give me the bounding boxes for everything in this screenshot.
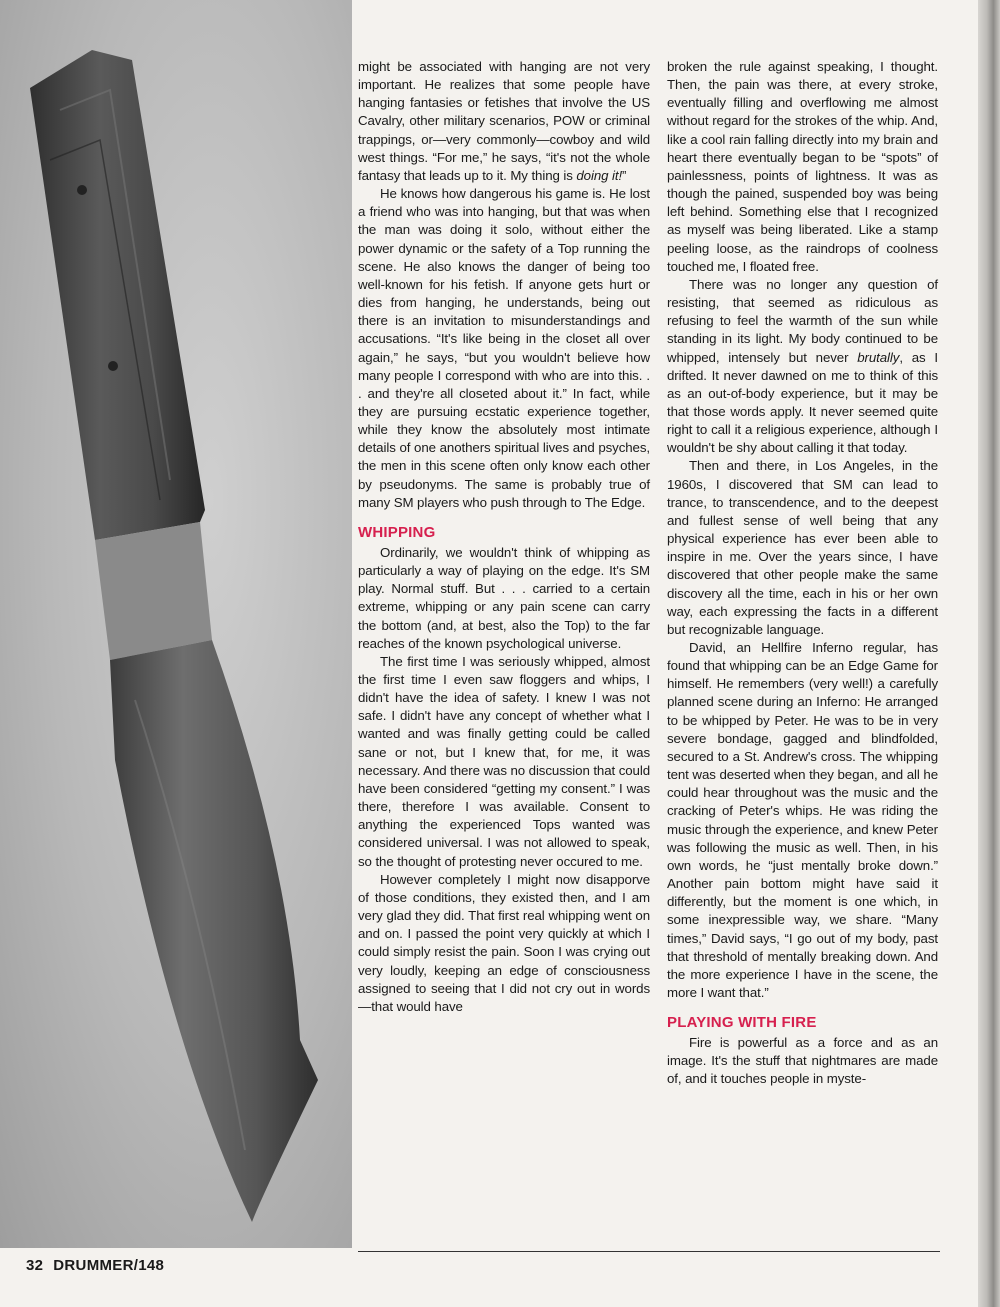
emphasis: brutally	[857, 349, 900, 365]
page-number: 32	[26, 1257, 44, 1274]
knife-handle	[30, 50, 205, 540]
paragraph: Then and there, in Los Angeles, in the 1960s, I discovered that SM can lead to trance, to transcendence, and to the deepest and fullest sense of well being that any physical experience has ever been able to inspire in me. Over the years since, I have discovered that other people make the same discovery all the time, each in his or her own way, each expressing the facts in a different but recognizable language.	[667, 458, 938, 637]
rivet-icon	[77, 185, 87, 195]
paragraph: However completely I might now disapporve of those conditions, they existed then, and I am very glad they did. That first real whipping went on and on. I passed the point very quickly at which I could simply resist the pain. Soon I was crying out very loudly, keeping an edge of consciousness assigned to seeing that I did not cry out in words—that would have	[358, 871, 650, 1014]
text: , as I drifted. It never dawned on me to think of this as an out-of-body experience, but it may be that those words apply. It never seemed quite right to call it a religious experience, although I wouldn't be shy about calling it that today.	[667, 349, 938, 456]
text: ”	[622, 167, 627, 183]
rivet-icon	[108, 361, 118, 371]
paragraph	[667, 276, 938, 458]
paragraph: Ordinarily, we wouldn't think of whipping as particularly a way of playing on the edge. It's SM play. Normal stuff. But . . . carried to a certain extreme, whipping or any pain scene can carry the bottom (and, at best, also the Top) to the far reaches of the known psychological universe.	[358, 544, 650, 651]
page-edge	[978, 0, 1000, 1307]
paragraph: The first time I was seriously whipped, almost the first time I even saw floggers and whips, I didn't have the idea of safety. I knew I was not safe. I didn't have any concept of whether what I wanted and was finally getting could be called sane or not, but I knew that, for me, it was necessary. And there was no discussion that could have been considered “getting my consent.” I was there, therefore I was available. Consent to anything the experienced Tops wanted was considered universal. I was not allowed to speak, so the thought of protesting never occured to me.	[358, 653, 650, 869]
paragraph: He knows how dangerous his game is. He lost a friend who was into hanging, but that was when the man was doing it solo, without either the power dynamic or the safety of a Top running the scene. He also knows the danger of being too well-known for his fetish. If anyone gets hurt or dies from hanging, he understands, being out there is an invitation to misunderstandings and accusations. “It's like being in the closet all over again,” he says, “but you wouldn't believe how many people I correspond with who are into this. . . and they're all closeted about it.” In fact, while they are pursuing ecstatic experience together, while they know the absolutely most intimate details of one anothers spiritual lives and psyches, the men in this scene often only know each other by pseudonyms. The same is probably true of many SM players who push through to The Edge.	[358, 186, 650, 510]
paragraph	[358, 58, 650, 185]
paragraph: David, an Hellfire Inferno regular, has found that whipping can be an Edge Game for himself. He remembers (very well!) a carefully planned scene during an Inferno: He arranged to be whipped by Peter. He was to be in very severe bondage, gagged and blindfolded, secured to a St. Andrew's cross. The whipping tent was deserted when they began, and all he could hear throughout was the music and the cracking of Peter's whips. He was riding the music through the experience, and knew Peter was following the music as well. Then, in his own words, he “just mentally broke down.” Another pain bottom might have said it differently, but the moment is one which, in some inexpressible way, we share. “Many times,” David says, “I go out of my body, past that threshold of mentally breaking down. And the more experience I have in the scene, the more I want that.”	[667, 640, 938, 1000]
text: might be associated with hanging are not very important. He realizes that some people have hanging fantasies or fetishes that involve the US Cavalry, other military scenarios, POW or criminal trappings, or—very commonly—cowboy and wild west things. “For me,” he says, “it's not the whole fantasy that leads up to it. My thing is	[358, 59, 650, 183]
footer-rule	[358, 1251, 940, 1252]
knife-photo	[0, 0, 352, 1248]
paragraph: broken the rule against speaking, I thought. Then, the pain was there, at every stroke, eventually filling and overflowing me almost without regard for the strokes of the whip. And, like a cool rain falling directly into my brain and heart there eventually began to be “spots” of painlessness, points of lightness. It was as though the pained, suspended boy was being left behind. Something else that I recognized as myself was being liberated. Like a stamp peeling loose, as the raindrops of coolness touched me, I floated free.	[667, 59, 938, 274]
section-heading-whipping: WHIPPING	[358, 523, 436, 541]
text: There was no longer any question of resisting, that seemed as ridiculous as refusing to feel the warmth of the sun while standing in its light. My body continued to be whipped, intensely but never	[667, 276, 938, 365]
section-heading-fire: PLAYING WITH FIRE	[667, 1014, 817, 1032]
paragraph: Fire is powerful as a force and as an image. It's the stuff that nightmares are made of, and it touches people in myste-	[667, 1035, 938, 1087]
text-column-left	[358, 58, 650, 1016]
magazine-issue: DRUMMER/148	[53, 1257, 165, 1274]
knife-illustration	[0, 0, 352, 1248]
knife-blade	[110, 640, 318, 1222]
emphasis: doing it!	[576, 167, 623, 183]
page-footer	[26, 1257, 164, 1274]
text-column-right	[667, 58, 938, 1089]
knife-bolster	[95, 522, 212, 660]
